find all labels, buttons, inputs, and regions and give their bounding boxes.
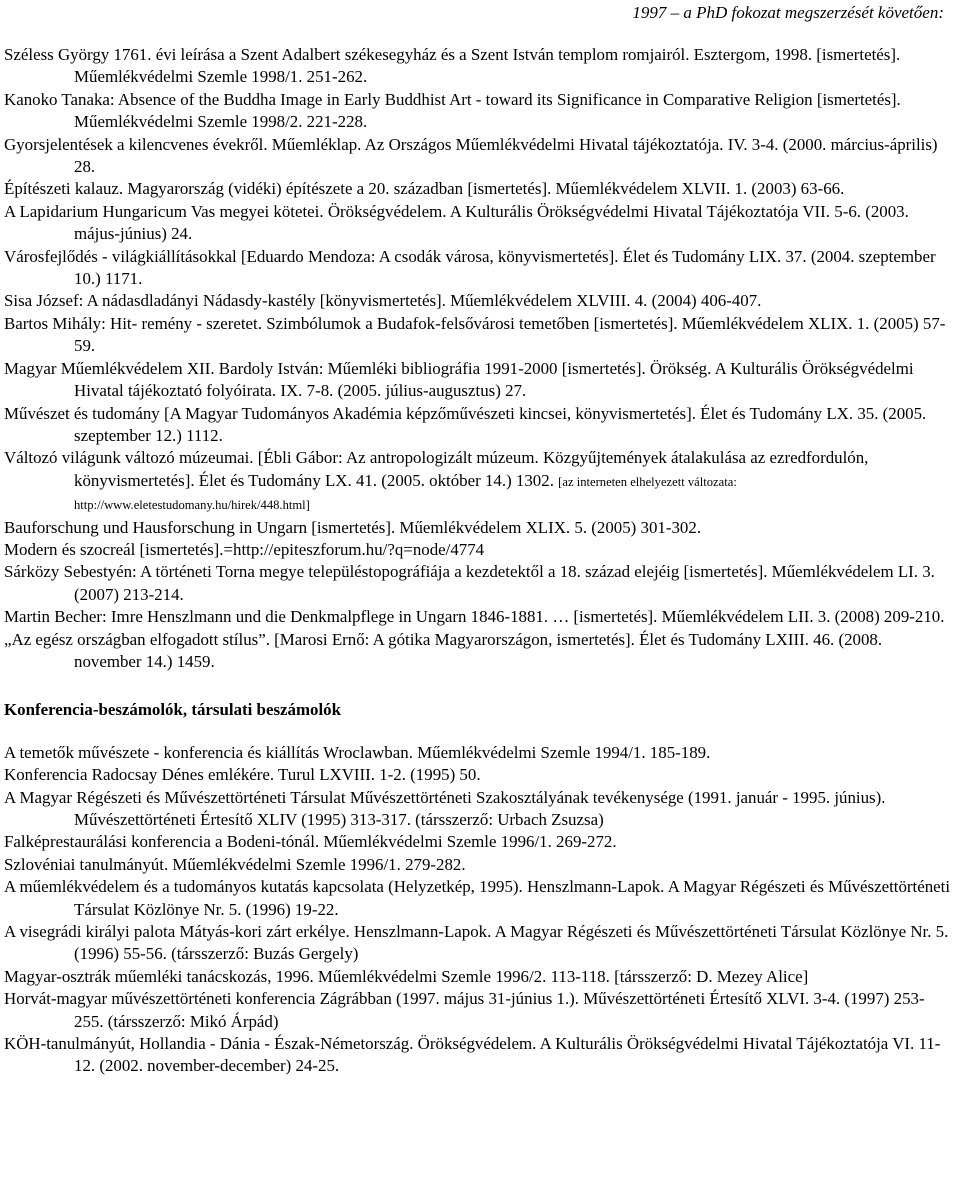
internet-version-note: [az interneten elhelyezett változata: http://www.eletestudomany.hu/hirek/448.html] xyxy=(74,474,737,513)
bibliography-entry: Városfejlődés - világkiállításokkal [Eduardo Mendoza: A csodák városa, könyvismertetés]. Élet és Tudomány LIX. 37. (2004. szeptember 10.) 1171. xyxy=(4,246,936,289)
bibliography-entry: Falképrestaurálási konferencia a Bodeni-tónál. Műemlékvédelmi Szemle 1996/1. 269-272. xyxy=(4,832,617,852)
section-heading: Konferencia-beszámolók, társulati beszámolók xyxy=(4,700,342,720)
bibliography-entry xyxy=(4,447,952,516)
bibliography-entry: Sárközy Sebestyén: A történeti Torna megye településtopográfiája a kezdetektől a 18. század elejéig [ismertetés]. Műemlékvédelem LI. 3. (2007) 213-214. xyxy=(4,562,935,604)
bibliography-entry: Sisa József: A nádasdladányi Nádasdy-kastély [könyvismertetés]. Műemlékvédelem XLVIII. 4. (2004) 406-407. xyxy=(4,291,762,311)
bibliography-entry: Kanoko Tanaka: Absence of the Buddha Image in Early Buddhist Art - toward its Significance in Comparative Religion [ismertetés]. Műemlékvédelmi Szemle 1998/2. 221-228. xyxy=(4,89,901,132)
running-header: 1997 – a PhD fokozat megszerzését követően: xyxy=(632,3,944,22)
bibliography-entry: Martin Becher: Imre Henszlmann und die Denkmalpflege in Ungarn 1846-1881. … [ismertetés]. Műemlékvédelem LII. 3. (2008) 209-210. xyxy=(4,607,945,627)
bibliography-entry: Művészet és tudomány [A Magyar Tudományos Akadémia képzőművészeti kincsei, könyvismertetés]. Élet és Tudomány LX. 35. (2005. szeptember 12.) 1112. xyxy=(4,403,927,445)
bibliography-entry: Horvát-magyar művészettörténeti konferencia Zágrábban (1997. május 31-június 1.). Művészettörténeti Értesítő XLVI. 3-4. (1997) 253-255. (társszerző: Mikó Árpád) xyxy=(4,989,925,1031)
bibliography-entry: Magyar Műemlékvédelem XII. Bardoly István: Műemléki bibliográfia 1991-2000 [ismertetés]. Örökség. A Kulturális Örökségvédelmi Hivatal tájékoztató folyóirata. IX. 7-8. (2005. július-augusztus) 27. xyxy=(4,358,914,401)
bibliography-entry: KÖH-tanulmányút, Hollandia - Dánia - Észak-Németország. Örökségvédelem. A Kulturális Örökségvédelmi Hivatal Tájékoztatója VI. 11-12. (2002. november-december) 24-25. xyxy=(4,1034,941,1076)
bibliography-entry: Széless György 1761. évi leírása a Szent Adalbert székesegyház és a Szent István templom romjairól. Esztergom, 1998. [ismertetés]. Műemlékvédelmi Szemle 1998/1. 251-262. xyxy=(4,45,901,87)
bibliography-entry: A Lapidarium Hungaricum Vas megyei kötetei. Örökségvédelem. A Kulturális Örökségvédelmi Hivatal Tájékoztatója VII. 5-6. (2003. május-június) 24. xyxy=(4,201,909,244)
bibliography-entry: Szlovéniai tanulmányút. Műemlékvédelmi Szemle 1996/1. 279-282. xyxy=(4,854,466,874)
bibliography-entry: A temetők művészete - konferencia és kiállítás Wroclawban. Műemlékvédelmi Szemle 1994/1. 185-189. xyxy=(4,742,711,762)
bibliography-entry: Modern és szocreál [ismertetés].=http://epiteszforum.hu/?q=node/4774 xyxy=(4,539,485,559)
bibliography-entry: A visegrádi királyi palota Mátyás-kori zárt erkélye. Henszlmann-Lapok. A Magyar Régészeti és Művészettörténeti Társulat Közlönye Nr. 5. (1996) 55-56. (társszerző: Buzás Gergely) xyxy=(4,922,949,964)
bibliography-entry: Bauforschung und Hausforschung in Ungarn [ismertetés]. Műemlékvédelem XLIX. 5. (2005) 301-302. xyxy=(4,517,702,537)
bibliography-entry: A Magyar Régészeti és Művészettörténeti Társulat Művészettörténeti Szakosztályának tevékenysége (1991. január - 1995. június). Művészettörténeti Értesítő XLIV (1995) 313-317. (társszerző: Urbach Zsuzsa) xyxy=(4,787,886,829)
bibliography-entry: Magyar-osztrák műemléki tanácskozás, 1996. Műemlékvédelmi Szemle 1996/2. 113-118. [társszerző: D. Mezey Alice] xyxy=(4,966,809,986)
bibliography-entry: Gyorsjelentések a kilencvenes évekről. Műemléklap. Az Országos Műemlékvédelmi Hivatal tájékoztatója. IV. 3-4. (2000. március-április) 28. xyxy=(4,134,938,177)
entry-text: Változó világunk változó múzeumai. [Ébli Gábor: Az antropologizált múzeum. Közgyűjtemények átalakulása az ezredfordulón, könyvismertetés]. Élet és Tudomány LX. 41. (2005. október 14.) 1302. xyxy=(4,448,869,490)
bibliography-entry: A műemlékvédelem és a tudományos kutatás kapcsolata (Helyzetkép, 1995). Henszlmann-Lapok. A Magyar Régészeti és Művészettörténeti Társulat Közlönye Nr. 5. (1996) 19-22. xyxy=(4,877,951,919)
bibliography-entry: Bartos Mihály: Hit- remény - szeretet. Szimbólumok a Budafok-felsővárosi temetőben [ismertetés]. Műemlékvédelem XLIX. 1. (2005) 57-59. xyxy=(4,313,946,356)
bibliography-entry: Konferencia Radocsay Dénes emlékére. Turul LXVIII. 1-2. (1995) 50. xyxy=(4,765,481,785)
bibliography xyxy=(4,44,952,1078)
bibliography-entry: Építészeti kalauz. Magyarország (vidéki) építészete a 20. században [ismertetés]. Műemlékvédelem XLVII. 1. (2003) 63-66. xyxy=(4,179,845,199)
bibliography-entry: „Az egész országban elfogadott stílus”. [Marosi Ernő: A gótika Magyarországon, ismertetés]. Élet és Tudomány LXIII. 46. (2008. november 14.) 1459. xyxy=(4,629,883,671)
